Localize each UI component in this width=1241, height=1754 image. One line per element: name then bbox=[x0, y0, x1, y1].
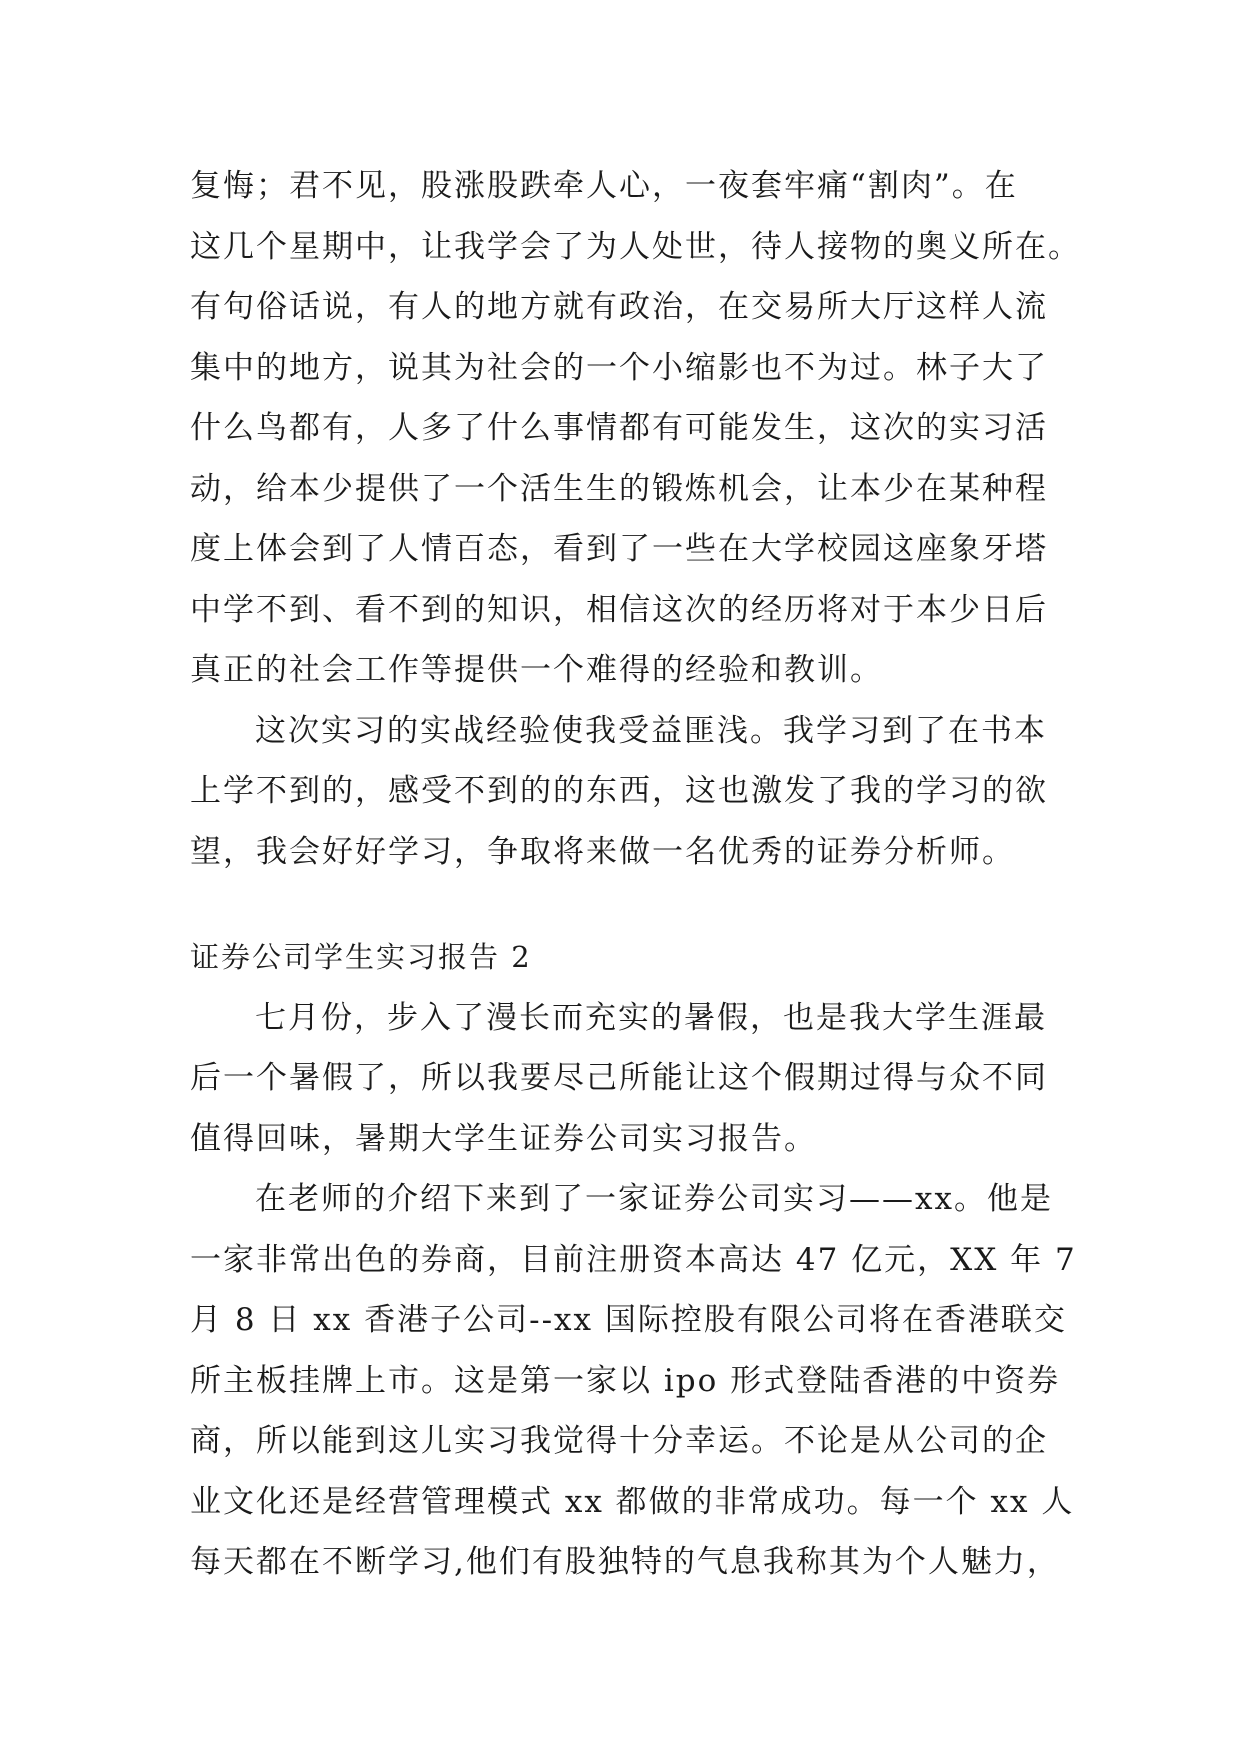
paragraph-experience bbox=[190, 701, 1050, 883]
text-line: 商，所以能到这儿实习我觉得十分幸运。不论是从公司的企 bbox=[190, 1423, 1048, 1459]
text-line: 集中的地方，说其为社会的一个小缩影也不为过。林子大了 bbox=[190, 349, 1048, 386]
section-heading: 证券公司学生实习报告 2 bbox=[190, 940, 532, 974]
text-line: 所主板挂牌上市。这是第一家以 ipo 形式登陆香港的中资券 bbox=[190, 1362, 1061, 1399]
text-line: 这几个星期中，让我学会了为人处世，待人接物的奥义所在。 bbox=[190, 228, 1081, 265]
text-line: 后一个暑假了，所以我要尽己所能让这个假期过得与众不同 bbox=[190, 1060, 1048, 1096]
text-line: 有句俗话说，有人的地方就有政治，在交易所大厅这样人流 bbox=[190, 289, 1048, 325]
text-line: 真正的社会工作等提供一个难得的经验和教训。 bbox=[190, 652, 883, 688]
paragraph-continued bbox=[190, 156, 1081, 701]
text-line: 上学不到的，感受不到的的东西，这也激发了我的学习的欲 bbox=[190, 773, 1048, 809]
text-line: 业文化还是经营管理模式 xx 都做的非常成功。每一个 xx 人 bbox=[190, 1483, 1075, 1520]
text-line: 每天都在不断学习,他们有股独特的气息我称其为个人魅力， bbox=[190, 1544, 1060, 1580]
paragraph-summer bbox=[190, 988, 1050, 1170]
text-line: 这次实习的实战经验使我受益匪浅。我学习到了在书本 bbox=[255, 712, 1047, 749]
text-line: 在老师的介绍下来到了一家证券公司实习——xx。他是 bbox=[255, 1181, 1053, 1217]
text-line: 度上体会到了人情百态，看到了一些在大学校园这座象牙塔 bbox=[190, 531, 1048, 567]
text-line: 动，给本少提供了一个活生生的锻炼机会，让本少在某种程 bbox=[190, 470, 1048, 507]
text-line: 望，我会好好学习，争取将来做一名优秀的证券分析师。 bbox=[190, 833, 1015, 870]
text-line: 什么鸟都有，人多了什么事情都有可能发生，这次的实习活 bbox=[190, 410, 1048, 446]
text-line: 值得回味，暑期大学生证券公司实习报告。 bbox=[190, 1120, 817, 1157]
paragraph-company bbox=[190, 1169, 1077, 1593]
text-line: 中学不到、看不到的知识，相信这次的经历将对于本少日后 bbox=[190, 591, 1048, 628]
text-line: 复悔；君不见，股涨股跌牵人心，一夜套牢痛“割肉”。在 bbox=[190, 168, 1018, 204]
document-page bbox=[190, 156, 1081, 1593]
text-line: 月 8 日 xx 香港子公司--xx 国际控股有限公司将在香港联交 bbox=[190, 1302, 1067, 1338]
text-line: 七月份，步入了漫长而充实的暑假，也是我大学生涯最 bbox=[255, 999, 1047, 1036]
text-line: 一家非常出色的券商，目前注册资本高达 47 亿元，XX 年 7 bbox=[190, 1241, 1077, 1278]
